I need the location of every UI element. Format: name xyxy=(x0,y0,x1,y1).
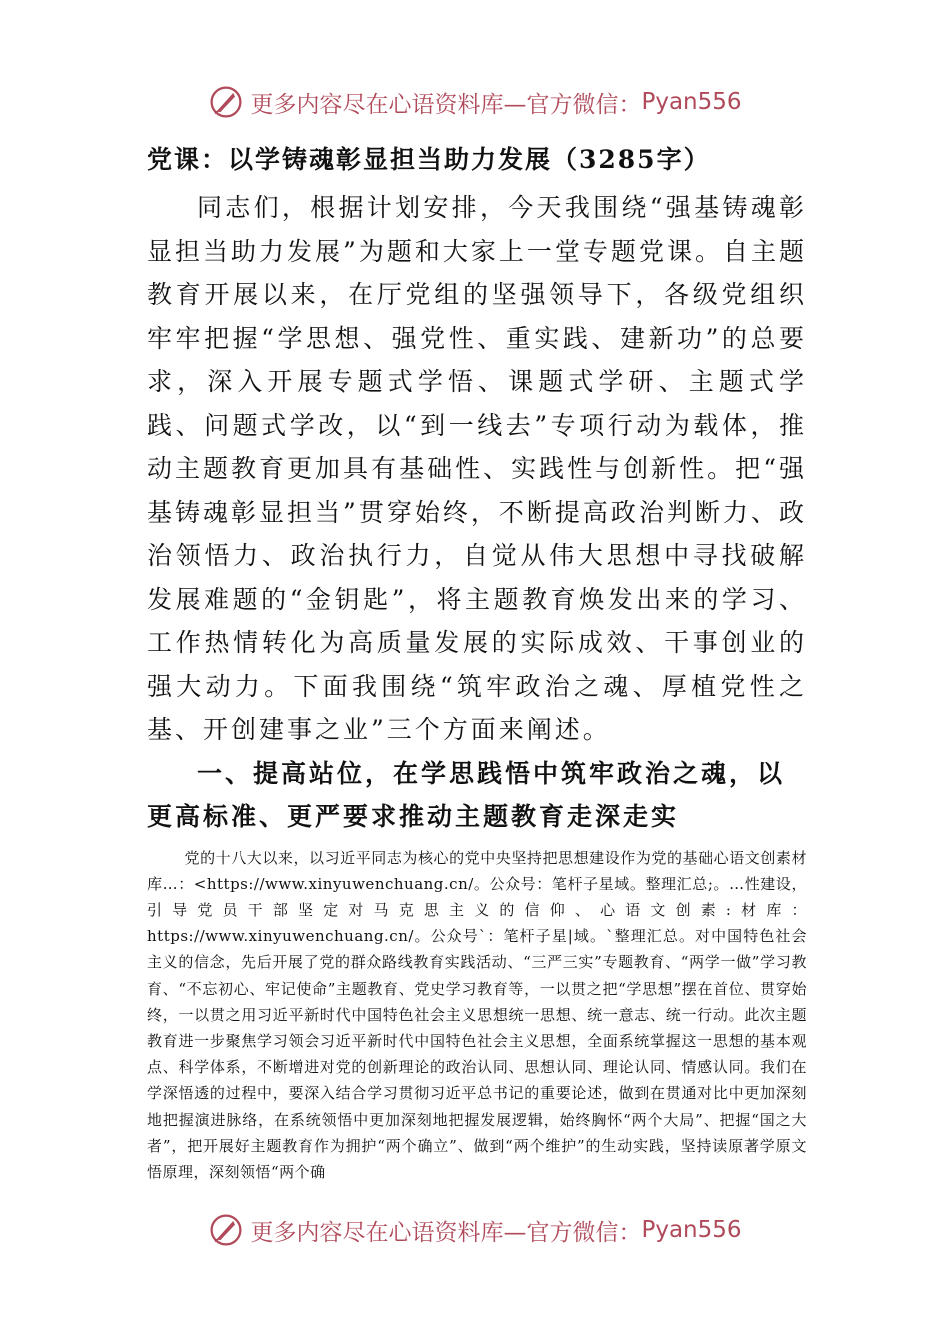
document-title: 党课：以学铸魂彰显担当助力发展（3285字） xyxy=(147,145,711,174)
banner-handle: Pyan556 xyxy=(641,89,742,115)
banner-text: 更多内容尽在心语资料库—官方微信： xyxy=(250,1219,642,1246)
banner-text: 更多内容尽在心语资料库—官方微信： xyxy=(250,91,642,118)
header-banner xyxy=(0,80,950,124)
banner-handle: Pyan556 xyxy=(641,1217,742,1243)
intro-paragraph: 同志们，根据计划安排，今天我围绕“强基铸魂彰显担当助力发展”为题和大家上一堂专题党课。自主题教育开展以来，在厅党组的坚强领导下，各级党组织牢牢把握“学思想、强党性、重实践、建新功”的总要求，深入开展专题式学悟、课题式学研、主题式学践、问题式学改，以“到一线去”专项行动为载体，推动主题教育更加具有基础性、实践性与创新性。把“强基铸魂彰显担当”贯穿始终，不断提高政治判断力、政治领悟力、政治执行力，自觉从伟大思想中寻找破解发展难题的“金钥匙”，将主题教育焕发出来的学习、工作热情转化为高质量发展的实际成效、干事创业的强大动力。下面我围绕“筑牢政治之魂、厚植党性之基、开创建事之业”三个方面来阐述。 xyxy=(147,193,807,744)
section-heading-1: 一、提高站位，在学思践悟中筑牢政治之魂，以更高标准、更严要求推动主题教育走深走实 xyxy=(147,758,786,831)
document-body xyxy=(147,140,807,1185)
quill-pen-logo-icon xyxy=(208,84,244,120)
quill-pen-logo-icon xyxy=(208,1212,244,1248)
footer-banner xyxy=(0,1208,950,1252)
section-1-paragraph: 党的十八大以来，以习近平同志为核心的党中央坚持把思想建设作为党的基础心语文创素材库…：<https://www.xinyuwenchuang.cn/。公众号：笔杆子星域。整理汇总;。…性建设，引导党员干部坚定对马克思主义的信仰、心语文创素:材库：https://www.xinyuwenchuang.cn/。公众号`：笔杆子星|域。`整理汇总。对中国特色社会主义的信念，先后开展了党的群众路线教育实践活动、“三严三实”专题教育、“两学一做”学习教育、“不忘初心、牢记使命”主题教育、党史学习教育等，一以贯之把“学思想”摆在首位、贯穿始终，一以贯之用习近平新时代中国特色社会主义思想统一思想、统一意志、统一行动。此次主题教育进一步聚焦学习领会习近平新时代中国特色社会主义思想，全面系统掌握这一思想的基本观点、科学体系，不断增进对党的创新理论的政治认同、思想认同、理论认同、情感认同。我们在学深悟透的过程中，要深入结合学习贯彻习近平总书记的重要论述，做到在贯通对比中更加深刻地把握演进脉络，在系统领悟中更加深刻地把握发展逻辑，始终胸怀“两个大局”、把握“国之大者”，把开展好主题教育作为拥护“两个确立”、做到“两个维护”的生动实践，坚持读原著学原文悟原理，深刻领悟“两个确 xyxy=(147,848,807,1181)
